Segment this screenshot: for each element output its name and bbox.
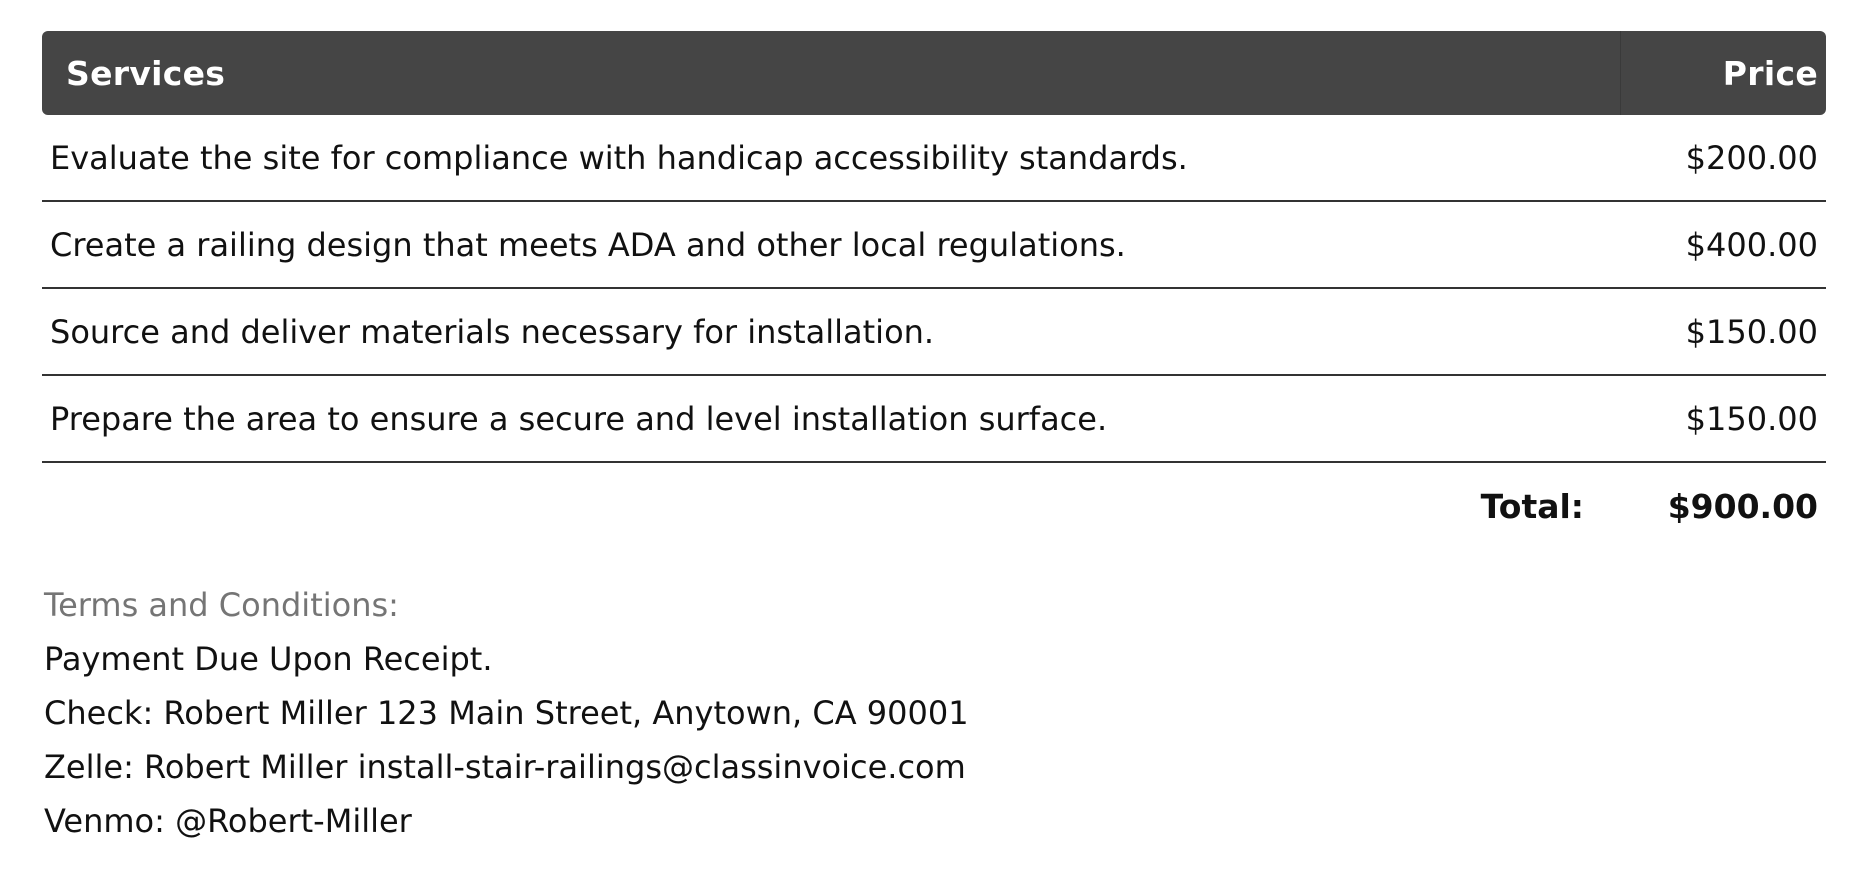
service-price: $150.00 [1620,288,1826,375]
table-row [42,201,1826,288]
price-column-header: Price [1722,53,1818,93]
service-price: $150.00 [1620,375,1826,462]
services-table-header [42,31,1826,115]
services-column-header: Services [42,31,1620,115]
terms-title: Terms and Conditions: [44,586,399,624]
service-price: $400.00 [1620,201,1826,288]
venmo-payment-text: Venmo: @Robert-Miller [44,802,412,840]
zelle-payment-text: Zelle: Robert Miller install-stair-railings@classinvoice.com [44,748,966,786]
table-row [42,375,1826,462]
service-description: Create a railing design that meets ADA and other local regulations. [42,201,1620,288]
header-row [42,31,1826,115]
total-row [42,462,1826,549]
table-row [42,288,1826,375]
invoice-services-section [42,31,1826,549]
total-label: Total: [1480,486,1584,526]
total-value: $900.00 [1667,486,1818,526]
services-table-body [42,115,1826,549]
service-description: Evaluate the site for compliance with handicap accessibility standards. [42,115,1620,201]
service-description: Source and deliver materials necessary for installation. [42,288,1620,375]
service-price: $200.00 [1620,115,1826,201]
services-table [42,31,1826,549]
check-payment-text: Check: Robert Miller 123 Main Street, Anytown, CA 90001 [44,694,969,732]
table-row [42,115,1826,201]
payment-due-text: Payment Due Upon Receipt. [44,640,493,678]
terms-and-conditions [44,578,1244,848]
service-description: Prepare the area to ensure a secure and level installation surface. [42,375,1620,462]
